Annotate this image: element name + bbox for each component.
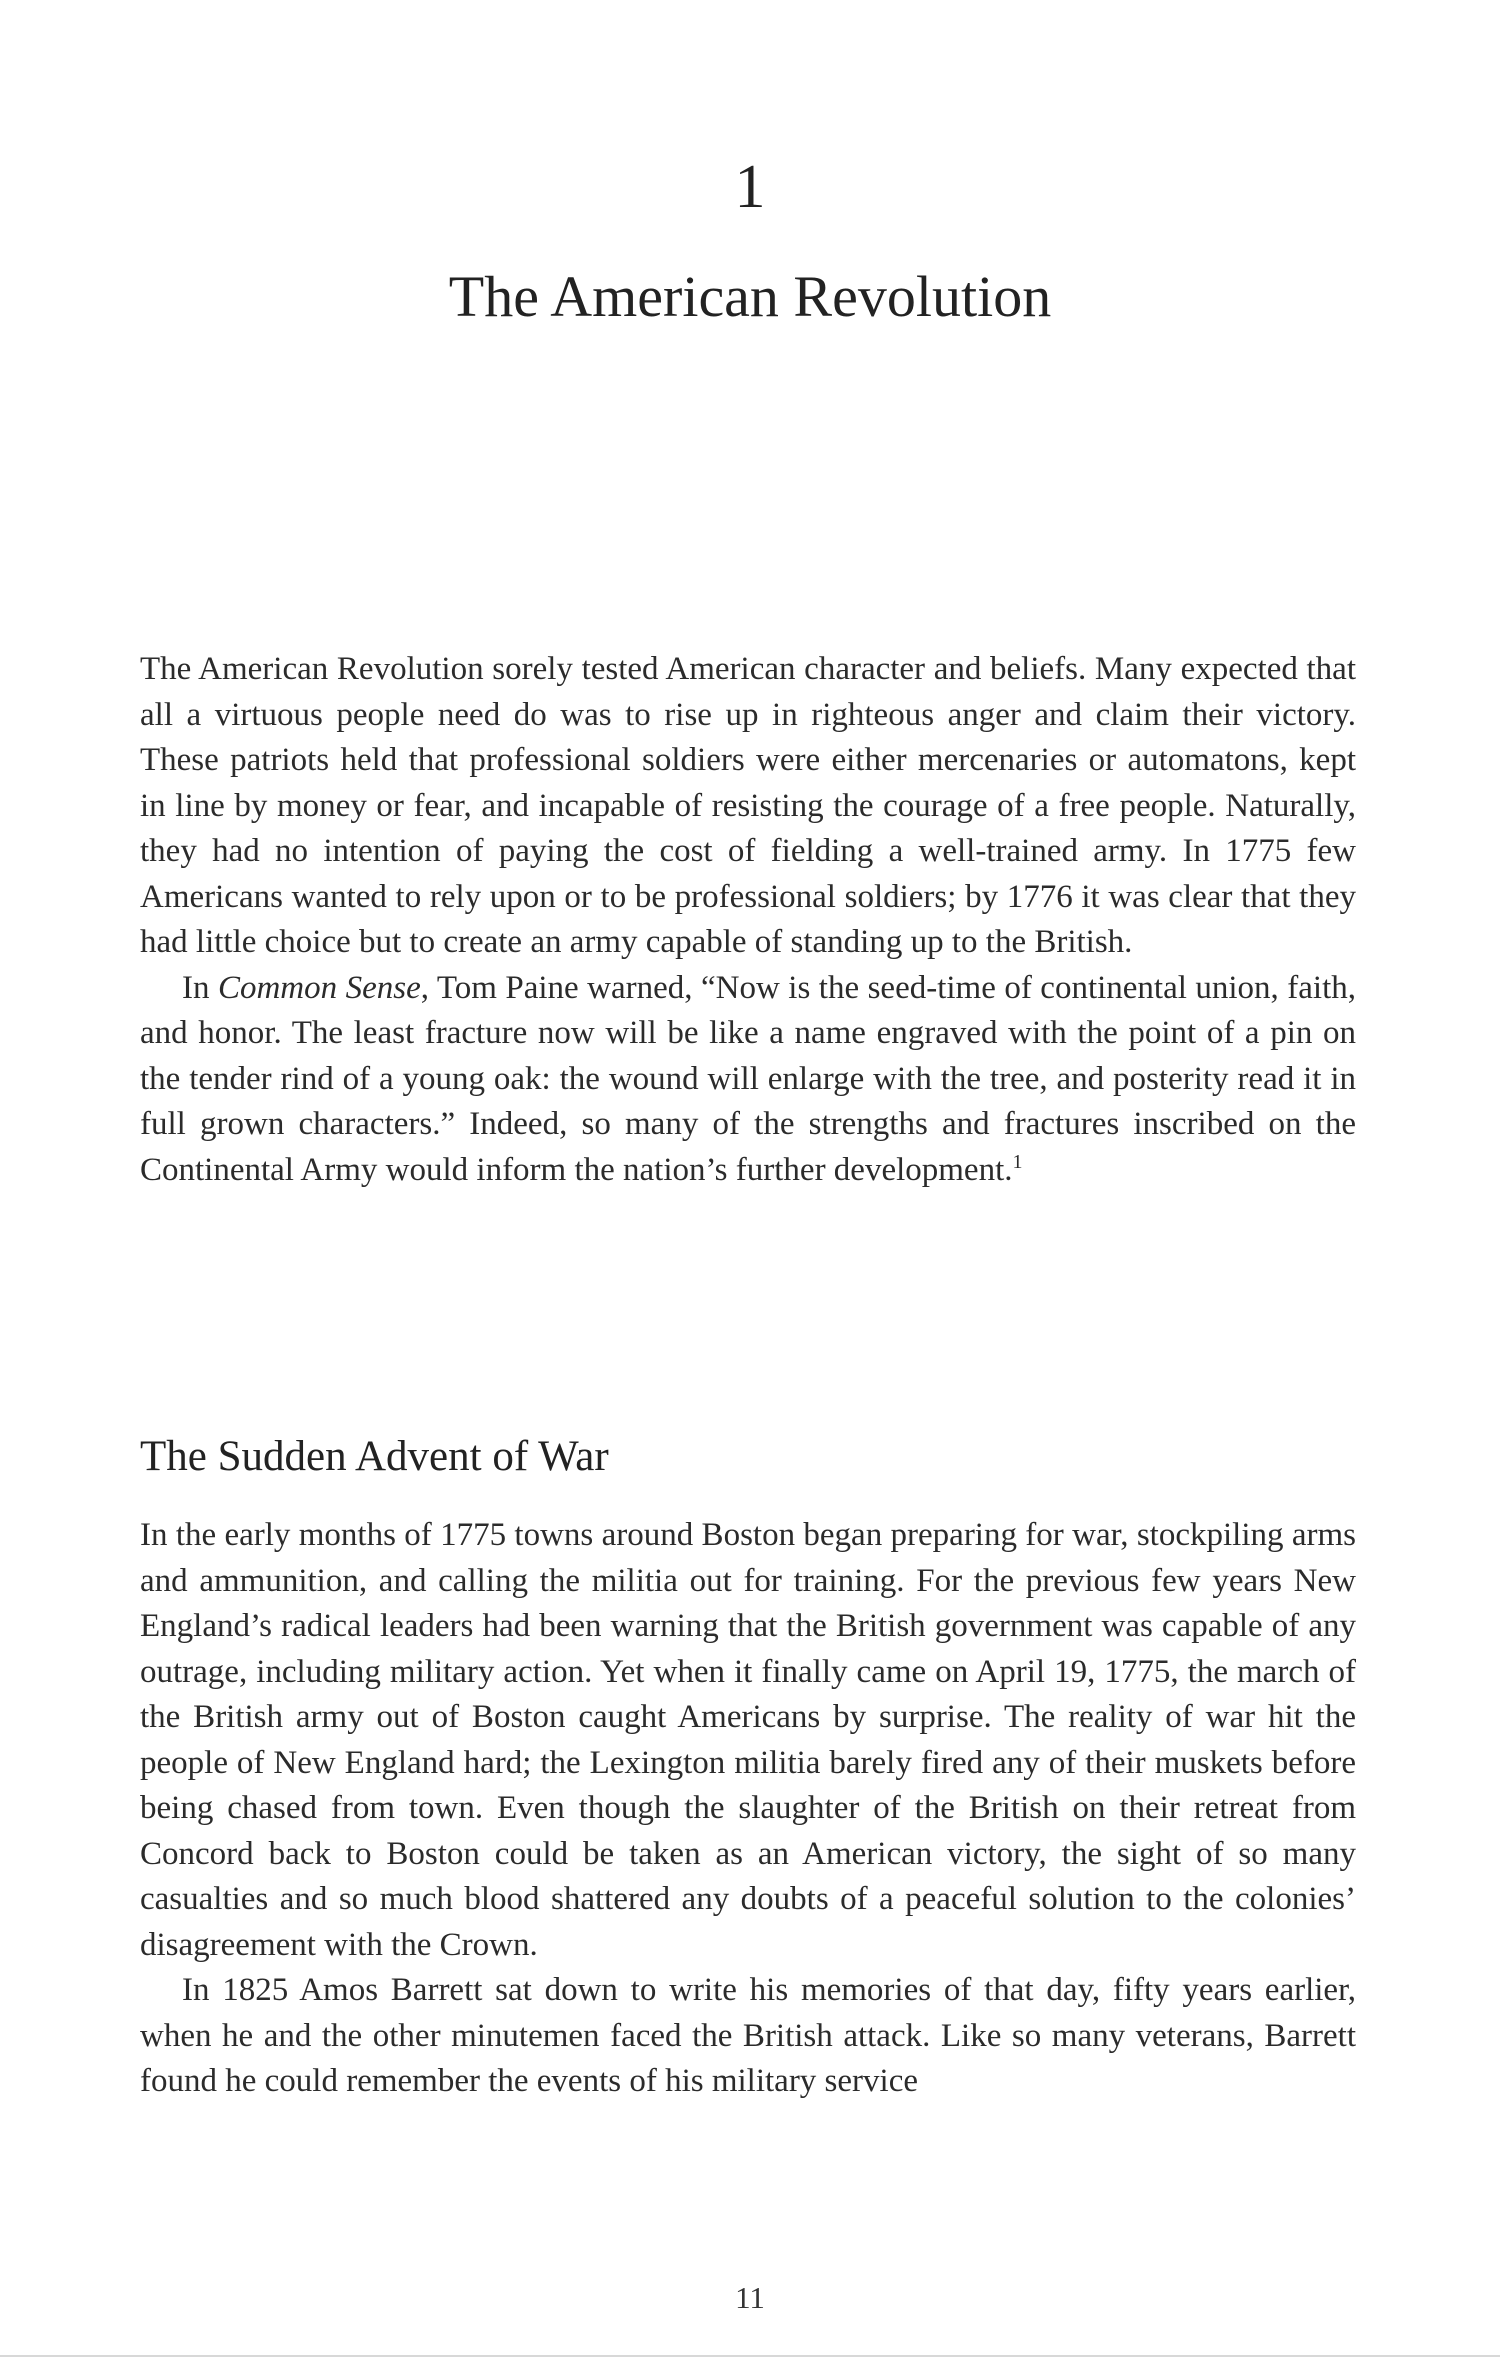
intro-paragraph-2 [140, 966, 1356, 1194]
book-title-common-sense: Common Sense [217, 969, 421, 1006]
intro-paragraph-2-prefix: In [182, 969, 218, 1006]
intro-paragraph-2-text: , Tom Paine warned, “Now is the seed-time of continental union, faith, and honor. The least fracture now will be like a name engraved with the point of a pin on the tender rind of a young oak: the wound will enlarge with the tree, and posterity read it in full grown characters.” Indeed, so many of the strengths and fractures inscribed on the Continental Army would inform the nation’s further development. [140, 969, 1357, 1188]
section-paragraph-2: In 1825 Amos Barrett sat down to write his memories of that day, fifty years earlier, when he and the other minutemen faced the British attack. Like so many veterans, Barrett found he could remember the events of his military service [140, 1972, 1356, 2099]
page-number: 11 [735, 2280, 765, 2315]
chapter-title: The American Revolution [448, 264, 1052, 329]
section-text [140, 1513, 1356, 2105]
chapter-number: 1 [734, 153, 766, 221]
section-heading: The Sudden Advent of War [140, 1433, 609, 1480]
section-paragraph-1: In the early months of 1775 towns around Boston began preparing for war, stockpiling arms and ammunition, and calling the militia out for training. For the previous few years New England’s radical leaders had been warning that the British government was capable of any outrage, including military action. Yet when it finally came on April 19, 1775, the march of the British army out of Boston caught Americans by surprise. The reality of war hit the people of New England hard; the Lexington militia barely fired any of their muskets before being chased from town. Even though the slaughter of the British on their retreat from Concord back to Boston could be taken as an American victory, the sight of so many casualties and so much blood shattered any doubts of a peaceful solution to the colonies’ disagreement with the Crown. [140, 1517, 1356, 1963]
footnote-ref: 1 [1012, 1150, 1023, 1173]
intro-text [140, 647, 1356, 1193]
scan-edge-line [0, 2355, 1500, 2357]
intro-paragraph-1: The American Revolution sorely tested American character and beliefs. Many expected that all a virtuous people need do was to rise up in righteous anger and claim their victory. These patriots held that professional soldiers were either mercenaries or automatons, kept in line by money or fear, and incapable of resisting the courage of a free people. Naturally, they had no intention of paying the cost of fielding a well-trained army. In 1775 few Americans wanted to rely upon or to be professional soldiers; by 1776 it was clear that they had little choice but to create an army capable of standing up to the British. [140, 651, 1356, 960]
